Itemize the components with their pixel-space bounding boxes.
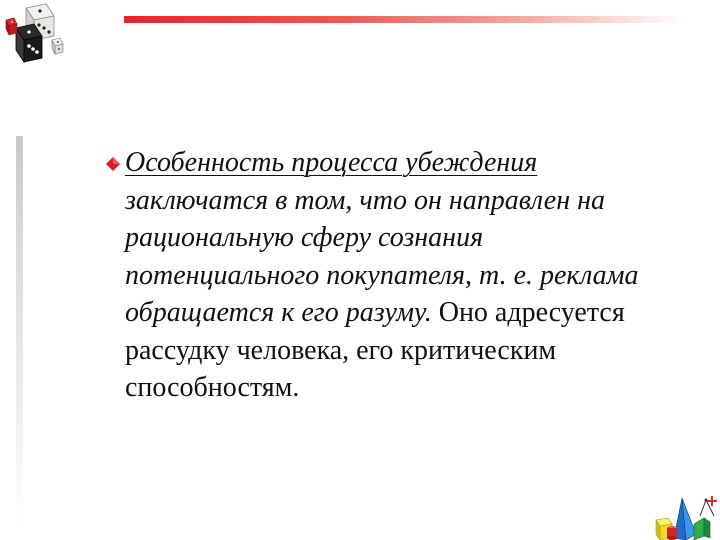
paragraph-line-5-rest: Оно адресуется — [431, 297, 625, 328]
paragraph-line-1: Особенность процесса убеждения — [125, 147, 538, 178]
slide-paragraph — [125, 144, 715, 407]
paragraph-line-5 — [125, 294, 715, 332]
paragraph-line-4: потенциального покупателя, т. е. реклама — [125, 259, 639, 291]
paragraph-line-2: заключатся в том, что он направлен на — [125, 184, 605, 216]
paragraph-line-3: рациональную сферу сознания — [125, 222, 484, 253]
geometric-shapes-icon — [652, 494, 720, 540]
diamond-bullet-icon — [106, 157, 120, 171]
paragraph-line-6: рассудку человека, его критическим — [125, 334, 557, 366]
paragraph-line-7: способностям. — [125, 372, 300, 403]
top-accent-rule — [124, 16, 684, 23]
dice-icon — [2, 2, 72, 64]
left-accent-rule — [16, 136, 23, 526]
paragraph-line-5-italic: обращается к его разуму. — [125, 297, 432, 328]
